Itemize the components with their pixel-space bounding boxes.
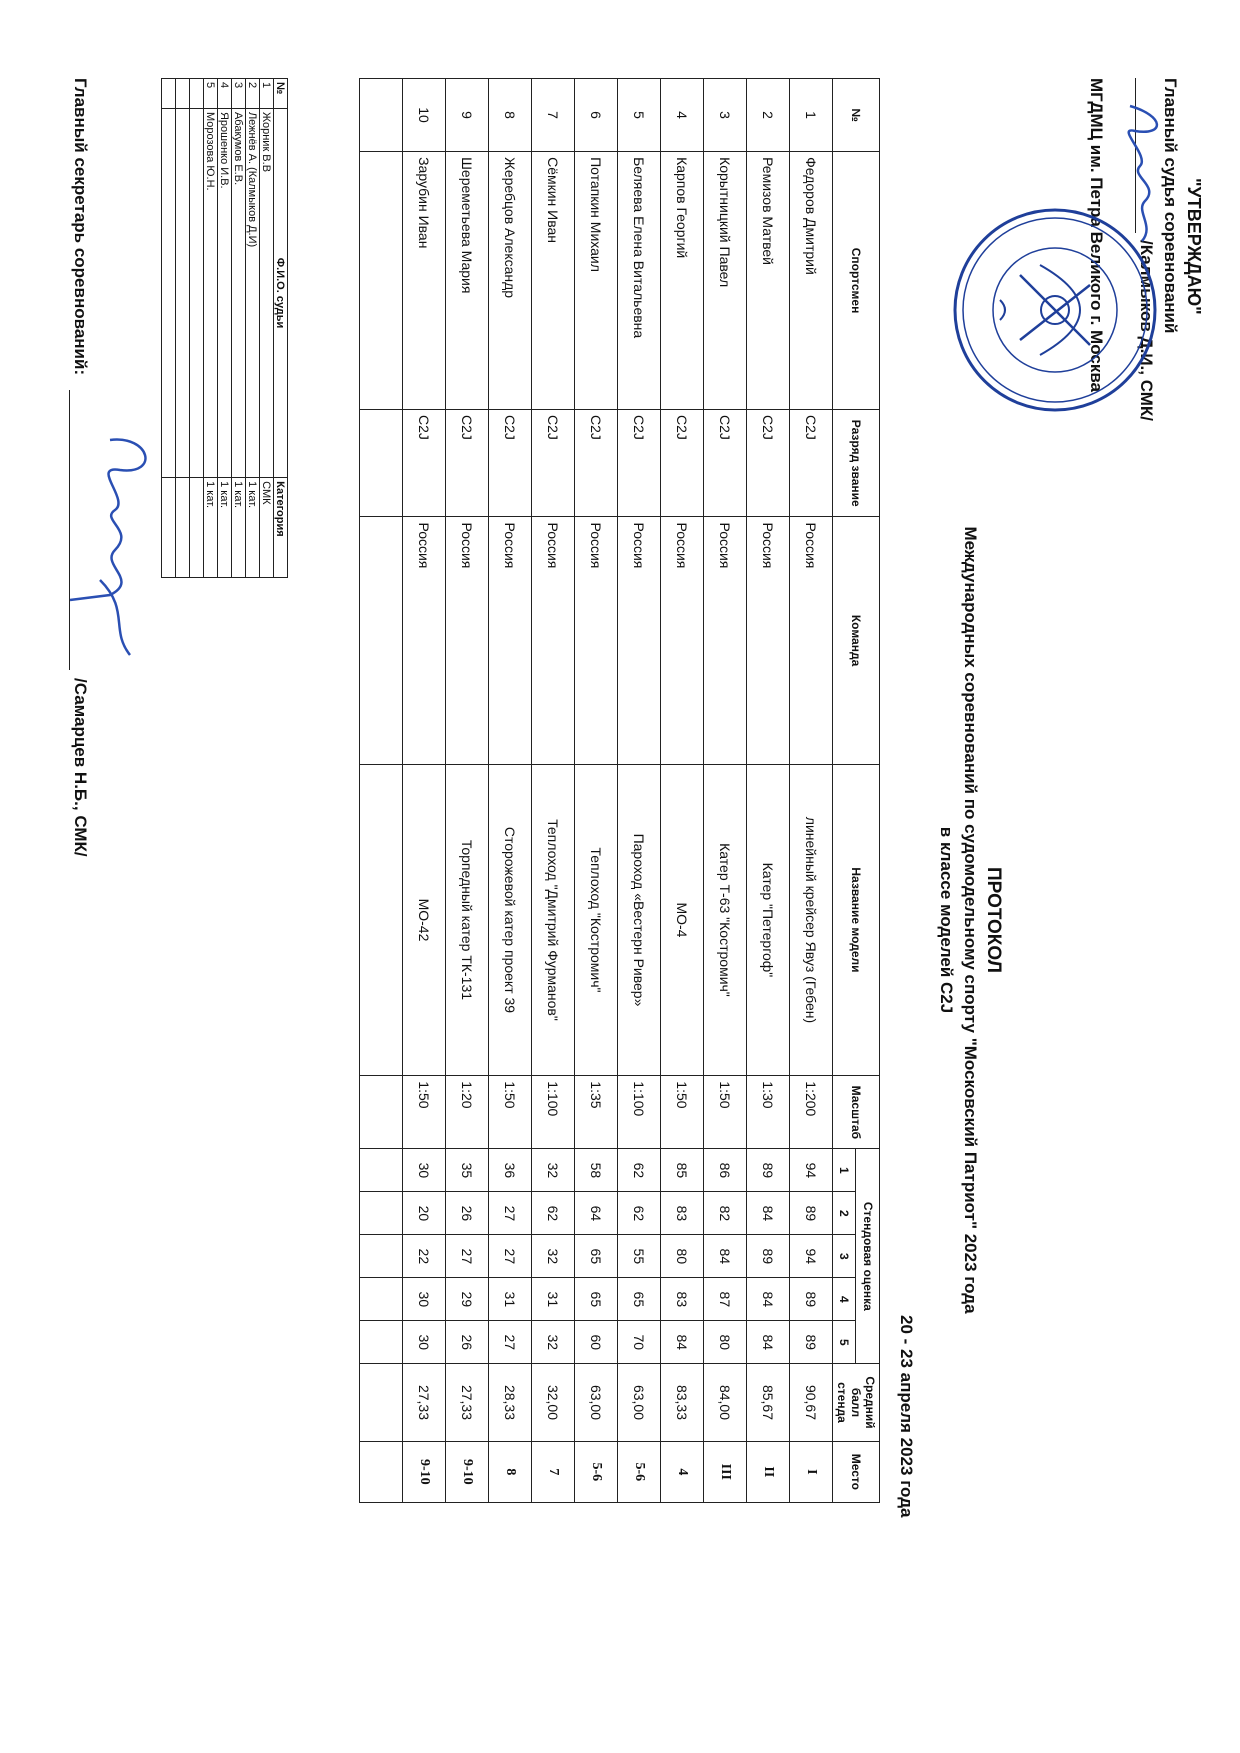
athlete-rank: C2J bbox=[403, 410, 446, 517]
stand-score-5: 60 bbox=[575, 1321, 618, 1364]
table-row bbox=[446, 79, 489, 1503]
stand-score-3: 89 bbox=[747, 1235, 790, 1278]
model-name: Катер "Петергоф" bbox=[747, 764, 790, 1076]
stand-score-5: 80 bbox=[704, 1321, 747, 1364]
judge-category: 1 кат. bbox=[204, 478, 218, 578]
empty-cell bbox=[360, 1321, 403, 1364]
stand-score-5: 84 bbox=[661, 1321, 704, 1364]
stand-score-4: 65 bbox=[618, 1278, 661, 1321]
athlete-name: Зарубин Иван bbox=[403, 152, 446, 410]
table-row bbox=[489, 79, 532, 1503]
row-num: 4 bbox=[661, 79, 704, 152]
judges-header-num: № bbox=[274, 79, 288, 109]
athlete-team: Россия bbox=[661, 517, 704, 764]
stand-score-5: 27 bbox=[489, 1321, 532, 1364]
protocol-subtitle: Международных соревнований по судомодельному спорту "Московский Патриот" 2023 года bbox=[961, 526, 980, 1314]
table-row bbox=[704, 79, 747, 1503]
model-scale: 1:100 bbox=[532, 1076, 575, 1149]
stand-score-2: 64 bbox=[575, 1192, 618, 1235]
table-row bbox=[403, 79, 446, 1503]
athlete-team: Россия bbox=[790, 517, 833, 764]
athlete-rank: C2J bbox=[747, 410, 790, 517]
athlete-rank: C2J bbox=[790, 410, 833, 517]
judge-category: 1 кат. bbox=[232, 478, 246, 578]
judge-category: 1 кат. bbox=[218, 478, 232, 578]
table-row bbox=[790, 79, 833, 1503]
model-scale: 1:30 bbox=[747, 1076, 790, 1149]
empty-cell bbox=[360, 517, 403, 764]
row-num: 8 bbox=[489, 79, 532, 152]
judges-table bbox=[161, 78, 288, 578]
average-score: 27,33 bbox=[403, 1364, 446, 1441]
row-num: 2 bbox=[747, 79, 790, 152]
judge-name: Ярошенко И.В. bbox=[218, 108, 232, 477]
approval-organization: МГДМЦ им. Петра Великого г. Москва bbox=[1087, 78, 1106, 393]
judges-header-category: Категория bbox=[274, 478, 288, 578]
stand-score-4: 31 bbox=[532, 1278, 575, 1321]
model-name: МО-4 bbox=[661, 764, 704, 1076]
stand-score-2: 84 bbox=[747, 1192, 790, 1235]
empty-cell bbox=[162, 108, 176, 477]
row-num: 1 bbox=[790, 79, 833, 152]
judges-header-name: Ф.И.О. судьи bbox=[274, 108, 288, 477]
athlete-team: Россия bbox=[704, 517, 747, 764]
athlete-name: Беляева Елена Витальевна bbox=[618, 152, 661, 410]
stand-score-3: 80 bbox=[661, 1235, 704, 1278]
stand-score-4: 87 bbox=[704, 1278, 747, 1321]
header-average: Средний балл стенда bbox=[833, 1364, 880, 1441]
stand-score-2: 20 bbox=[403, 1192, 446, 1235]
stand-score-1: 86 bbox=[704, 1149, 747, 1192]
judge-row bbox=[246, 79, 260, 578]
empty-cell bbox=[176, 79, 190, 109]
place: 9-10 bbox=[446, 1441, 489, 1502]
judge-row bbox=[260, 79, 274, 578]
header-judge-5: 5 bbox=[833, 1321, 857, 1364]
protocol-title: ПРОТОКОЛ bbox=[983, 866, 1004, 973]
model-scale: 1:50 bbox=[489, 1076, 532, 1149]
table-row bbox=[618, 79, 661, 1503]
header-judge-1: 1 bbox=[833, 1149, 857, 1192]
athlete-name: Карпов Георгий bbox=[661, 152, 704, 410]
judge-name: Лежнёв А. (Калмыков Д.И) bbox=[246, 108, 260, 477]
model-name: МО-42 bbox=[403, 764, 446, 1076]
judge-name: Абакумов Е.В. bbox=[232, 108, 246, 477]
stand-score-5: 84 bbox=[747, 1321, 790, 1364]
empty-cell bbox=[360, 152, 403, 410]
average-score: 84,00 bbox=[704, 1364, 747, 1441]
place: III bbox=[704, 1441, 747, 1502]
header-place: Место bbox=[833, 1441, 880, 1502]
athlete-rank: C2J bbox=[704, 410, 747, 517]
athlete-team: Россия bbox=[618, 517, 661, 764]
model-scale: 1:50 bbox=[403, 1076, 446, 1149]
stand-score-5: 30 bbox=[403, 1321, 446, 1364]
row-num: 5 bbox=[618, 79, 661, 152]
approval-chief-judge-name: /Калмыков Д.И., СМК/ bbox=[1137, 240, 1156, 422]
athlete-name: Федоров Дмитрий bbox=[790, 152, 833, 410]
header-rank: Разряд звание bbox=[833, 410, 880, 517]
results-body bbox=[360, 79, 833, 1503]
protocol-class: в классе моделей С2J bbox=[937, 826, 956, 1014]
empty-cell bbox=[360, 1278, 403, 1321]
stand-score-4: 30 bbox=[403, 1278, 446, 1321]
stand-score-2: 83 bbox=[661, 1192, 704, 1235]
model-name: Пароход «Вестерн Ривер» bbox=[618, 764, 661, 1076]
athlete-name: Потапкин Михаил bbox=[575, 152, 618, 410]
stand-score-1: 89 bbox=[747, 1149, 790, 1192]
athlete-name: Жеребцов Александр bbox=[489, 152, 532, 410]
athlete-rank: C2J bbox=[532, 410, 575, 517]
stand-score-1: 62 bbox=[618, 1149, 661, 1192]
row-num: 9 bbox=[446, 79, 489, 152]
protocol-date: 20 - 23 апреля 2023 года bbox=[897, 1315, 916, 1518]
average-score: 28,33 bbox=[489, 1364, 532, 1441]
stand-score-5: 89 bbox=[790, 1321, 833, 1364]
average-score: 27,33 bbox=[446, 1364, 489, 1441]
empty-row bbox=[360, 79, 403, 1503]
model-scale: 1:50 bbox=[661, 1076, 704, 1149]
stand-score-1: 35 bbox=[446, 1149, 489, 1192]
place: 5-6 bbox=[575, 1441, 618, 1502]
table-row bbox=[575, 79, 618, 1503]
stand-score-5: 26 bbox=[446, 1321, 489, 1364]
header-num: № bbox=[833, 79, 880, 152]
stand-score-3: 55 bbox=[618, 1235, 661, 1278]
athlete-name: Сёмкин Иван bbox=[532, 152, 575, 410]
athlete-team: Россия bbox=[575, 517, 618, 764]
stand-score-3: 94 bbox=[790, 1235, 833, 1278]
average-score: 63,00 bbox=[575, 1364, 618, 1441]
model-scale: 1:50 bbox=[704, 1076, 747, 1149]
model-name: Теплоход "Костромич" bbox=[575, 764, 618, 1076]
judge-num: 5 bbox=[204, 79, 218, 109]
stand-score-4: 29 bbox=[446, 1278, 489, 1321]
header-judge-2: 2 bbox=[833, 1192, 857, 1235]
judge-row bbox=[218, 79, 232, 578]
stand-score-1: 94 bbox=[790, 1149, 833, 1192]
empty-cell bbox=[360, 1149, 403, 1192]
empty-cell bbox=[360, 1192, 403, 1235]
place: 8 bbox=[489, 1441, 532, 1502]
athlete-rank: C2J bbox=[575, 410, 618, 517]
header-model: Название модели bbox=[833, 764, 880, 1076]
stand-score-4: 84 bbox=[747, 1278, 790, 1321]
judge-category: СМК bbox=[260, 478, 274, 578]
stand-score-5: 32 bbox=[532, 1321, 575, 1364]
athlete-rank: C2J bbox=[489, 410, 532, 517]
athlete-team: Россия bbox=[403, 517, 446, 764]
place: II bbox=[747, 1441, 790, 1502]
average-score: 90,67 bbox=[790, 1364, 833, 1441]
model-scale: 1:20 bbox=[446, 1076, 489, 1149]
row-num: 3 bbox=[704, 79, 747, 152]
stand-score-3: 84 bbox=[704, 1235, 747, 1278]
row-num: 7 bbox=[532, 79, 575, 152]
athlete-rank: C2J bbox=[446, 410, 489, 517]
judge-num: 3 bbox=[232, 79, 246, 109]
stand-score-1: 36 bbox=[489, 1149, 532, 1192]
place: 7 bbox=[532, 1441, 575, 1502]
stand-score-3: 27 bbox=[446, 1235, 489, 1278]
empty-cell bbox=[190, 478, 204, 578]
header-athlete: Спортсмен bbox=[833, 152, 880, 410]
judge-empty-row bbox=[176, 79, 190, 578]
stand-score-1: 58 bbox=[575, 1149, 618, 1192]
model-name: Теплоход "Дмитрий Фурманов" bbox=[532, 764, 575, 1076]
stand-score-2: 89 bbox=[790, 1192, 833, 1235]
stand-score-3: 32 bbox=[532, 1235, 575, 1278]
model-name: Торпедный катер ТК-131 bbox=[446, 764, 489, 1076]
judge-num: 4 bbox=[218, 79, 232, 109]
header-judge-3: 3 bbox=[833, 1235, 857, 1278]
row-num: 6 bbox=[575, 79, 618, 152]
judge-empty-row bbox=[190, 79, 204, 578]
secretary-label: Главный секретарь соревнований: bbox=[71, 78, 90, 376]
average-score: 63,00 bbox=[618, 1364, 661, 1441]
stand-score-2: 82 bbox=[704, 1192, 747, 1235]
model-scale: 1:100 bbox=[618, 1076, 661, 1149]
row-num: 10 bbox=[403, 79, 446, 152]
stand-score-2: 26 bbox=[446, 1192, 489, 1235]
athlete-rank: C2J bbox=[618, 410, 661, 517]
stand-score-4: 31 bbox=[489, 1278, 532, 1321]
secretary-name: /Самарцев Н.Б., СМК/ bbox=[71, 678, 90, 857]
header-judge-4: 4 bbox=[833, 1278, 857, 1321]
empty-cell bbox=[360, 1076, 403, 1149]
model-scale: 1:200 bbox=[790, 1076, 833, 1149]
judge-name: Жорник В.В bbox=[260, 108, 274, 477]
athlete-rank: C2J bbox=[661, 410, 704, 517]
header-scale: Масштаб bbox=[833, 1076, 880, 1149]
empty-cell bbox=[190, 108, 204, 477]
stand-score-2: 62 bbox=[532, 1192, 575, 1235]
stand-score-1: 30 bbox=[403, 1149, 446, 1192]
place: 9-10 bbox=[403, 1441, 446, 1502]
stand-score-1: 32 bbox=[532, 1149, 575, 1192]
athlete-name: Шереметьева Мария bbox=[446, 152, 489, 410]
empty-cell bbox=[360, 410, 403, 517]
stand-score-3: 65 bbox=[575, 1235, 618, 1278]
empty-cell bbox=[176, 478, 190, 578]
judges-body bbox=[162, 79, 274, 578]
place: I bbox=[790, 1441, 833, 1502]
judge-num: 1 bbox=[260, 79, 274, 109]
table-row bbox=[661, 79, 704, 1503]
athlete-name: Корытницкий Павел bbox=[704, 152, 747, 410]
table-row bbox=[747, 79, 790, 1503]
stand-score-2: 62 bbox=[618, 1192, 661, 1235]
table-row bbox=[532, 79, 575, 1503]
athlete-team: Россия bbox=[446, 517, 489, 764]
average-score: 83,33 bbox=[661, 1364, 704, 1441]
empty-cell bbox=[360, 79, 403, 152]
empty-cell bbox=[162, 79, 176, 109]
stand-score-1: 85 bbox=[661, 1149, 704, 1192]
empty-cell bbox=[360, 1364, 403, 1441]
model-name: Катер Т-63 "Костромич" bbox=[704, 764, 747, 1076]
empty-cell bbox=[360, 1235, 403, 1278]
place: 5-6 bbox=[618, 1441, 661, 1502]
empty-cell bbox=[360, 1441, 403, 1502]
chief-judge-signature-icon bbox=[1110, 96, 1170, 246]
header-team: Команда bbox=[833, 517, 880, 764]
stand-score-4: 83 bbox=[661, 1278, 704, 1321]
results-table bbox=[359, 78, 880, 1503]
athlete-team: Россия bbox=[532, 517, 575, 764]
athlete-team: Россия bbox=[747, 517, 790, 764]
model-scale: 1:35 bbox=[575, 1076, 618, 1149]
stand-score-3: 22 bbox=[403, 1235, 446, 1278]
model-name: Сторожевой катер проект 39 bbox=[489, 764, 532, 1076]
stand-score-4: 89 bbox=[790, 1278, 833, 1321]
empty-cell bbox=[190, 79, 204, 109]
athlete-team: Россия bbox=[489, 517, 532, 764]
athlete-name: Ремизов Матвей bbox=[747, 152, 790, 410]
judge-row bbox=[204, 79, 218, 578]
secretary-signature-icon bbox=[60, 430, 170, 660]
average-score: 32,00 bbox=[532, 1364, 575, 1441]
judge-row bbox=[232, 79, 246, 578]
judge-name: Морозова Ю.Н. bbox=[204, 108, 218, 477]
stand-score-5: 70 bbox=[618, 1321, 661, 1364]
empty-cell bbox=[360, 764, 403, 1076]
approval-chief-judge-label: Главный судья соревнований bbox=[1161, 78, 1180, 334]
empty-cell bbox=[176, 108, 190, 477]
stand-score-3: 27 bbox=[489, 1235, 532, 1278]
approval-title: "УТВЕРЖДАЮ" bbox=[1184, 178, 1204, 315]
judge-category: 1 кат. bbox=[246, 478, 260, 578]
stand-score-4: 65 bbox=[575, 1278, 618, 1321]
place: 4 bbox=[661, 1441, 704, 1502]
header-stand-score: Стендовая оценка bbox=[856, 1149, 880, 1364]
average-score: 85,67 bbox=[747, 1364, 790, 1441]
judge-num: 2 bbox=[246, 79, 260, 109]
model-name: линейный крейсер Явуз (Гебен) bbox=[790, 764, 833, 1076]
stand-score-2: 27 bbox=[489, 1192, 532, 1235]
